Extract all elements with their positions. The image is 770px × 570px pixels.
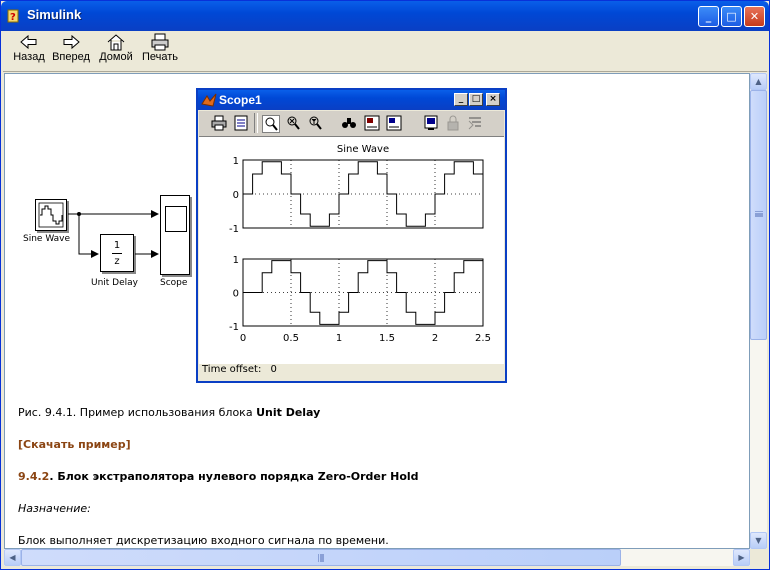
- back-arrow-icon: [19, 33, 39, 51]
- scope-title-bar[interactable]: [198, 90, 505, 110]
- section-title: . Блок экстраполятора нулевого порядка Zero-Order Hold: [49, 470, 419, 483]
- toolbar-separator: [254, 113, 258, 133]
- print-label: Печать: [141, 51, 179, 63]
- matlab-icon: [201, 92, 217, 108]
- purpose-text: Блок выполняет дискретизацию входного сигнала по времени.: [18, 534, 389, 547]
- figure-caption: [18, 406, 320, 419]
- restore-axes-icon[interactable]: [386, 115, 402, 131]
- zoom-icon[interactable]: [262, 115, 280, 133]
- scope-toolbar: [199, 111, 504, 137]
- home-label: Домой: [99, 51, 133, 63]
- scroll-left-button[interactable]: ◀: [4, 549, 21, 566]
- forward-arrow-icon: [61, 33, 81, 51]
- signal-lines: [5, 74, 205, 294]
- home-icon: [106, 33, 126, 51]
- close-button[interactable]: [744, 6, 765, 27]
- scroll-right-button[interactable]: ▶: [733, 549, 750, 566]
- hthumb-grip: [318, 554, 320, 562]
- window-title: Simulink: [27, 7, 82, 22]
- x-tick-label: 2.5: [475, 333, 491, 344]
- y-tick-label: 1: [232, 156, 239, 167]
- x-tick-label: 0.5: [283, 333, 299, 344]
- time-offset-value: 0: [270, 364, 277, 375]
- signal-selection-icon[interactable]: [467, 115, 483, 131]
- forward-button[interactable]: [51, 33, 91, 63]
- scope-chart: [199, 137, 504, 364]
- thumb-grip: [755, 211, 763, 213]
- svg-text:?: ?: [10, 12, 16, 23]
- back-label: Назад: [13, 51, 45, 63]
- help-content-pane: [4, 73, 750, 549]
- horizontal-scrollbar[interactable]: [4, 549, 750, 566]
- y-tick-label: 0: [232, 190, 239, 201]
- zoom-x-icon[interactable]: [285, 115, 301, 131]
- download-example-link[interactable]: [Скачать пример]: [18, 438, 131, 451]
- caption-text: Рис. 9.4.1. Пример использования блока: [18, 406, 253, 419]
- unit-delay-label: Unit Delay: [91, 278, 138, 288]
- scope-block-label: Scope: [160, 278, 188, 288]
- help-toolbar: [3, 31, 767, 72]
- scope-title: Scope1: [219, 93, 262, 107]
- title-bar[interactable]: [1, 1, 769, 31]
- caption-bold-term: Unit Delay: [256, 406, 321, 419]
- y-tick-label: 0: [232, 288, 239, 300]
- chart-title: Sine Wave: [336, 144, 390, 155]
- forward-label: Вперед: [52, 51, 90, 63]
- y-tick-label: 1: [232, 255, 239, 266]
- purpose-label: Назначение:: [18, 502, 91, 515]
- home-button[interactable]: [97, 33, 135, 63]
- scroll-up-button[interactable]: ▲: [750, 73, 767, 90]
- horizontal-scroll-thumb[interactable]: [21, 549, 621, 566]
- back-button[interactable]: [11, 33, 47, 63]
- help-app-icon: [7, 8, 23, 24]
- x-tick-label: 0: [239, 333, 247, 344]
- time-offset-label: Time offset:: [202, 364, 262, 375]
- unit-delay-numerator: 1: [113, 240, 121, 251]
- vertical-scrollbar[interactable]: [750, 73, 767, 549]
- section-heading: [18, 470, 419, 483]
- x-tick-label: 1: [335, 333, 343, 344]
- vertical-scroll-thumb[interactable]: [750, 90, 767, 340]
- minimize-icon: _: [705, 10, 712, 23]
- y-tick-label: -1: [229, 224, 239, 235]
- zoom-y-icon[interactable]: [307, 115, 323, 131]
- minimize-button[interactable]: [698, 6, 719, 27]
- scope-window: [196, 88, 507, 383]
- print-icon[interactable]: [211, 115, 227, 131]
- autoscale-binoculars-icon[interactable]: [341, 115, 357, 131]
- unit-delay-denominator: z: [114, 256, 120, 267]
- x-tick-label: 1.5: [379, 333, 395, 344]
- scrollbar-corner: [750, 549, 767, 566]
- maximize-button[interactable]: [721, 6, 742, 27]
- floating-scope-icon[interactable]: [423, 115, 439, 131]
- y-tick-label: -1: [229, 322, 239, 333]
- time-offset: [202, 364, 277, 375]
- close-icon: ✕: [749, 10, 760, 23]
- download-link-line: [18, 438, 131, 451]
- scope-plot-area: [199, 137, 504, 364]
- section-number: 9.4.2: [18, 470, 50, 483]
- scope-minimize-button[interactable]: _: [454, 93, 468, 106]
- save-axes-icon[interactable]: [364, 115, 380, 131]
- print-button[interactable]: [141, 33, 179, 63]
- sine-wave-label: Sine Wave: [23, 234, 71, 244]
- scope-close-button[interactable]: ×: [486, 93, 500, 106]
- parameters-icon[interactable]: [233, 115, 249, 131]
- x-tick-label: 2: [431, 333, 439, 344]
- printer-icon: [150, 33, 170, 51]
- maximize-icon: □: [726, 10, 737, 23]
- scope-maximize-button[interactable]: □: [469, 93, 483, 106]
- lock-axes-icon[interactable]: [445, 115, 461, 131]
- scroll-down-button[interactable]: ▼: [750, 532, 767, 549]
